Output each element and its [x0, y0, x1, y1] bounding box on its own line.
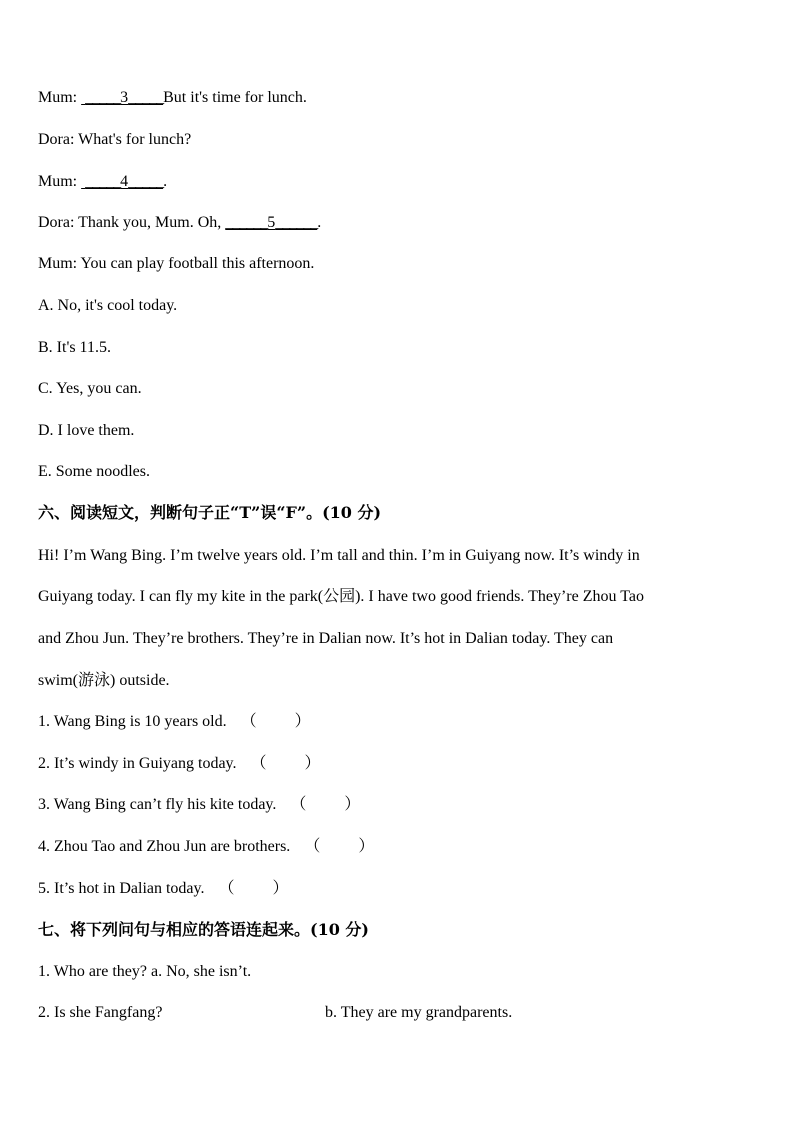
question-1 [38, 712, 311, 732]
answer-parentheses[interactable]: （ ） [250, 755, 321, 772]
answer-parentheses[interactable]: （ ） [240, 713, 311, 730]
match-row-2 [38, 1003, 162, 1023]
answer-blank-4: _____4_____ [85, 173, 164, 190]
match-question: 2. Is she Fangfang? [38, 1004, 163, 1021]
option-e: E. Some noodles. [38, 463, 150, 480]
passage-line: and Zhou Jun. They’re brothers. They’re in Dalian now. It’s hot in Dalian today. They can [38, 630, 614, 647]
dialogue-line [38, 254, 314, 274]
question-text: 5. It’s hot in Dalian today. [38, 880, 205, 897]
speaker: Mum: [38, 89, 78, 106]
passage-line: Guiyang today. I can fly my kite in the park(公园). I have two good friends. They’re Zhou Tao [38, 588, 644, 605]
match-question: 1. Who are they? a. No, she isn’t. [38, 963, 252, 980]
section-7-title: 七、将下列问句与相应的答语连起来。(10 分) [38, 920, 369, 939]
question-2 [38, 754, 321, 774]
option-c: C. Yes, you can. [38, 380, 142, 397]
passage-line: swim(游泳) outside. [38, 672, 170, 689]
answer-parentheses[interactable]: （ ） [304, 838, 375, 855]
passage-line: Hi! I’m Wang Bing. I’m twelve years old. I’m tall and thin. I’m in Guiyang now. It’s windy in [38, 547, 640, 564]
question-text: 4. Zhou Tao and Zhou Jun are brothers. [38, 838, 291, 855]
question-text: 1. Wang Bing is 10 years old. [38, 713, 227, 730]
answer-parentheses[interactable]: （ ） [218, 880, 289, 897]
question-3 [38, 795, 360, 815]
match-row-1 [38, 962, 251, 982]
answer-parentheses[interactable]: （ ） [290, 796, 361, 813]
speaker: Mum: [38, 173, 78, 190]
blank-number: 3 [120, 89, 129, 106]
dialogue-line-5: Dora: Thank you, Mum. Oh, ______5______. [38, 214, 322, 231]
dialogue-text: Dora: What's for lunch? [38, 131, 192, 148]
dialogue-text: But it's time for lunch. [163, 89, 307, 106]
dialogue-text: Mum: You can play football this afternoon. [38, 255, 315, 272]
option-d: D. I love them. [38, 422, 135, 439]
blank-number: 5 [267, 214, 276, 231]
section-6-title: 六、阅读短文，判断句子正“T”误“F”。(10 分) [38, 503, 382, 522]
answer-blank-5: ______5______ [225, 214, 318, 231]
dialogue-line-3 [38, 88, 307, 108]
option-a: A. No, it's cool today. [38, 297, 178, 314]
speaker: Dora: Thank you, Mum. Oh, [38, 214, 222, 231]
question-text: 2. It’s windy in Guiyang today. [38, 755, 237, 772]
question-text: 3. Wang Bing can’t fly his kite today. [38, 796, 277, 813]
blank-number: 4 [120, 173, 129, 190]
dialogue-line-4: Mum: _____4_____. [38, 173, 168, 190]
match-answer-b: b. They are my grandparents. [325, 1004, 513, 1021]
question-5 [38, 879, 289, 899]
answer-blank-3: _____3_____ [85, 89, 164, 106]
option-b: B. It's 11.5. [38, 339, 111, 356]
dialogue-line [38, 130, 191, 150]
question-4 [38, 837, 374, 857]
